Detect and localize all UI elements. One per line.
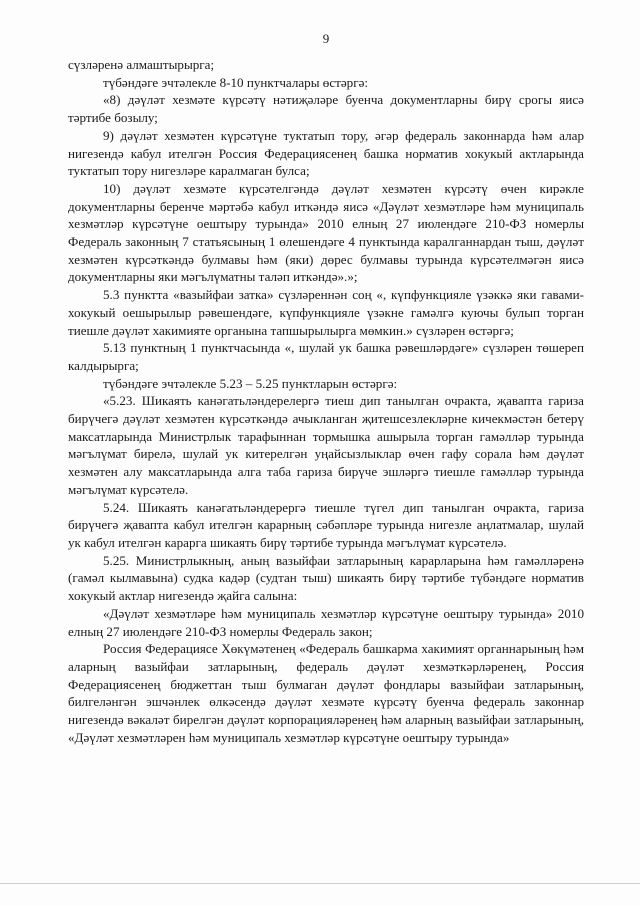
paragraph: «5.23. Шикаять канәгатьләндерелергә тиеш дип танылган очракта, җавапта гариза бирүчегә дәүләт хезмәтен күрсәткәндә ачыкланган җитешсезлекләрне кичекмәстән бетерү максатларында Министрлык тарафыннан тормышка ашырыла торган гамәлләр турында мәгълүмат бирелә, шулай ук китерелгән уңайсызлыклар өчен гафу сорала һәм дәүләт хезмәтен алу максатларында алга таба гариза бирүче эшләргә тиешле гамәлләр турында мәгълүмат күрсәтелә.: [68, 393, 584, 497]
page-number: 9: [322, 31, 330, 46]
paragraph: 5.25. Министрлыкның, аның вазыйфаи затларының карарларына һәм гамәлләренә (гамәл кылмавына) судка кадәр (судтан тыш) шикаять бирү тәртибе түбәндәге норматив хокукый актлар нигезендә җайга салына:: [68, 552, 584, 604]
paragraph: 5.3 пунктта «вазыйфаи затка» сүзләреннән соң «, күпфункцияле үзәккә яки гавами-хокукый оешырылыр рәвешендәге, күпфункцияле үзәкне гамәлгә куючы булып торган тиешле дәүләт хакимияте органына тапшырылырга мөмкин.» сүзләрен өстәргә;: [68, 287, 584, 338]
document-body: [68, 56, 584, 746]
paragraph: Россия Федерациясе Хөкүмәтенең «Федераль башкарма хакимият органнарының һәм аларның вазыйфаи затларының, федераль дәүләт хезмәткәрләренең, Россия Федерациясенең бюджеттан тыш булмаган дәүләт фондлары вазыйфаи затларының, билгеләнгән эшчәнлек өлкәсендә дәүләт хезмәте күрсәтү буенча федераль законнар нигезендә вәкаләт бирелгән дәүләт корпорацияләренең һәм аларның вазыйфаи затларының, «Дәүләт хезмәтләрен һәм муниципаль хезмәтләр күрсәтүне оештыру турында»: [68, 641, 584, 745]
paragraph: түбәндәге эчтәлекле 5.23 – 5.25 пунктларын өстәргә:: [103, 375, 398, 391]
paragraph: түбәндәге эчтәлекле 8-10 пунктчалары өстәргә:: [103, 74, 369, 90]
paragraph: «8) дәүләт хезмәте күрсәтү нәтиҗәләре буенча документларны бирү срогы яисә тәртибе бозылу;: [68, 92, 584, 126]
paragraph: 9) дәүләт хезмәтен күрсәтүне туктатып тору, әгәр федераль законнарда һәм алар нигезендә кабул ителгән Россия Федерациясенең башка норматив хокукый актларында туктатып тору нигезләре каралмаган булса;: [68, 127, 584, 179]
paragraph: 10) дәүләт хезмәте күрсәтелгәндә дәүләт хезмәтен күрсәтү өчен кирәкле документларны беренче мәртәбә кабул иткәндә яисә «Дәүләт хезмәтләре һәм муниципаль хезмәтләр күрсәтүне оештыру турында» 2010 елның 27 июлендәге 210-ФЗ номерлы Федераль законның 7 статьясының 1 өлешендәге 4 пунктында каралганнардан тыш, дәүләт хезмәтен күрсәткәндә булмавы һәм (яки) дөрес булмавы турында күрсәтелмәгән яисә документларны яки мәгълүматны таләп иткәндә».»;: [68, 180, 584, 285]
scan-edge-line: [0, 883, 640, 884]
paragraph: сүзләренә алмаштырырга;: [68, 57, 215, 72]
paragraph: «Дәүләт хезмәтләре һәм муниципаль хезмәтләр күрсәтүне оештыру турында» 2010 елның 27 июлендәге 210-ФЗ номерлы Федераль закон;: [68, 605, 584, 639]
paragraph: 5.24. Шикаять канәгатьләндерергә тиешле түгел дип танылган очракта, гариза бирүчегә җавапта кабул ителгән карарның сәбәпләре турында нигезле аңлатмалар, шулай ук кабул ителгән карарга шикаять бирү тәртибе турында мәгълүмат күрсәтелә.: [68, 499, 584, 550]
paragraph: 5.13 пунктның 1 пунктчасында «, шулай ук башка рәвешләрдәге» сүзләрен төшереп калдырырга;: [68, 340, 584, 373]
